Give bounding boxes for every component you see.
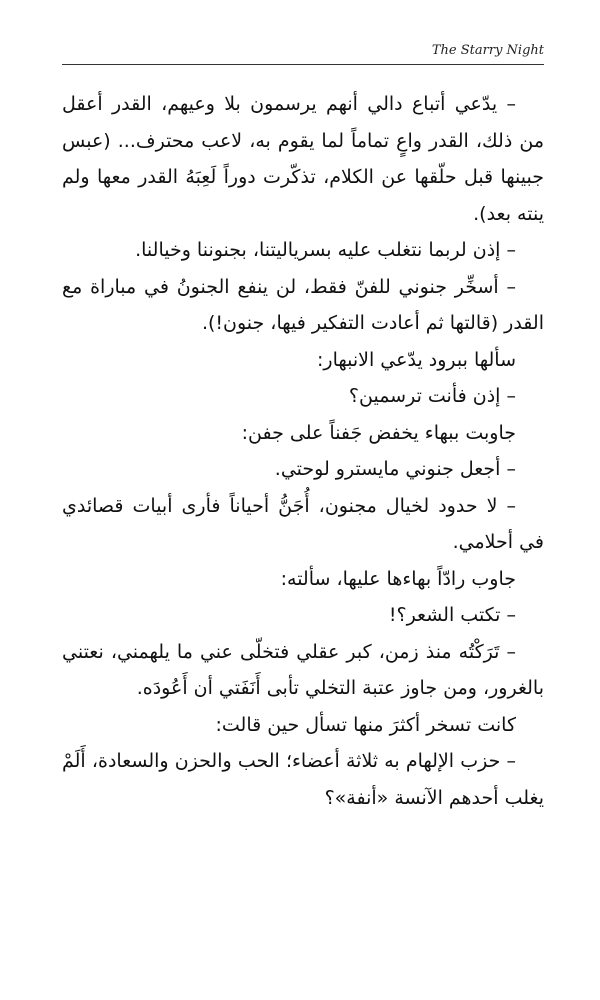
header-rule (62, 64, 544, 65)
paragraph-narration: جاوب رادّاً بهاءها عليها، سألته: (280, 567, 516, 590)
paragraph-dialogue: – لا حدود لخيال مجنون، أُجَنُّ أحياناً فأرى أبيات قصائدي في أحلامي. (62, 494, 544, 553)
paragraph-narration: جاوبت ببهاء يخفض جَفناً على جفن: (241, 421, 516, 444)
paragraph-narration: سألها ببرود يدّعي الانبهار: (317, 348, 516, 371)
paragraph-dialogue: – تَرَكْتُه منذ زمن، كبر عقلي فتخلّى عني ما يلهمني، نعتني بالغرور، ومن جاوز عتبة التخلي تأبى أَنَفَتي أن أَعُودَه. (62, 640, 544, 699)
paragraph-dialogue: – إذن فأنت ترسمين؟ (348, 385, 516, 407)
paragraph-dialogue: – إذن لربما نتغلب عليه بسرياليتنا، بجنوننا وخيالنا. (135, 239, 516, 261)
paragraph-dialogue: – يدّعي أتباع دالي أنهم يرسمون بلا وعيهم، القدر أعقل من ذلك، القدر واعٍ تماماً لما يقوم به، لاعب محترف... (عبس جبينها قبل حلّقها عن الكلام، تذكّرت دوراً لَعِبَهُ القدر معها ولم ينته بعد). (62, 93, 544, 225)
paragraph-dialogue: – حزب الإلهام به ثلاثة أعضاء؛ الحب والحزن والسعادة، أَلَمْ يغلب أحدهم الآنسة «أنفة»؟ (62, 750, 544, 809)
running-header-title: The Starry Night (431, 43, 544, 58)
paragraph-dialogue: – أسخِّر جنوني للفنّ فقط، لن ينفع الجنونُ في مباراة مع القدر (قالتها ثم أعادت التفكير فيها، جنون!). (62, 275, 544, 334)
paragraph-dialogue: – أجعل جنوني مايسترو لوحتي. (274, 458, 516, 480)
page-body (62, 86, 544, 816)
paragraph-narration: كانت تسخر أكثرَ منها تسأل حين قالت: (215, 713, 516, 736)
paragraph-dialogue: – تكتب الشعر؟! (388, 604, 516, 626)
